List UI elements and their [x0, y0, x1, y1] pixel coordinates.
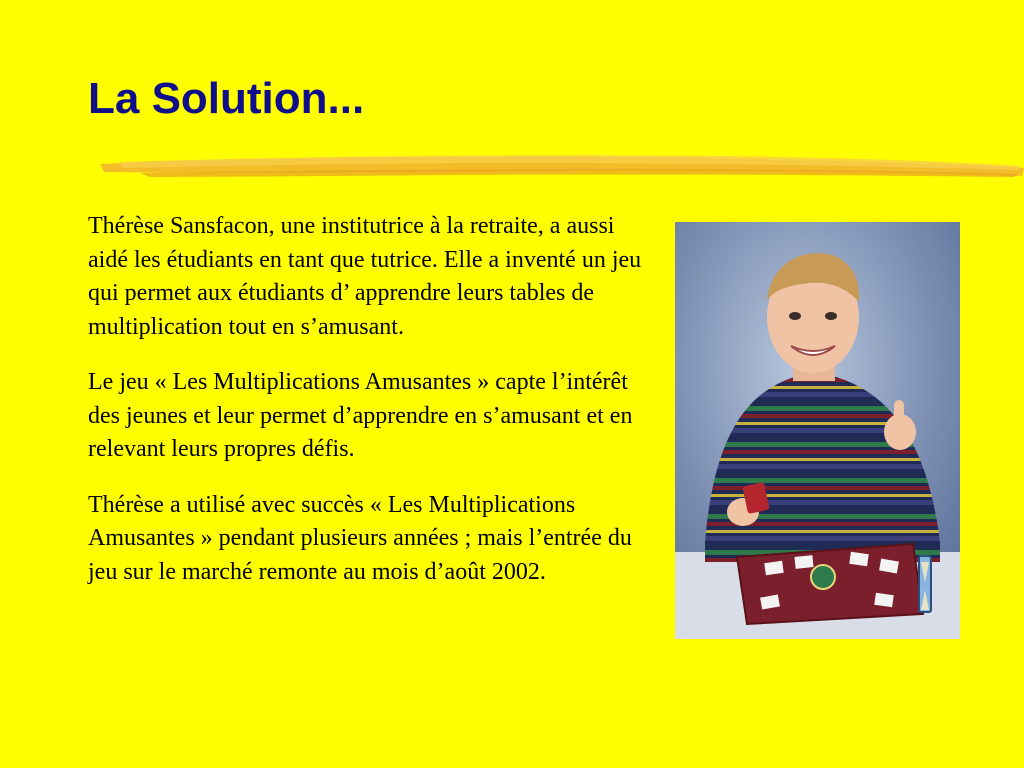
boy-with-board-game-photo: [675, 222, 960, 639]
slide-title: La Solution...: [88, 74, 365, 123]
paragraph-3: Thérèse a utilisé avec succès « Les Multiplications Amusantes » pendant plusieurs années ; mais l’entrée du jeu sur le marché remonte au mois d’août 2002.: [88, 491, 632, 585]
title-underline-brushstroke: [100, 148, 1024, 188]
paragraph-1: Thérèse Sansfacon, une institutrice à la retraite, a aussi aidé les étudiants en tant que tutrice. Elle a inventé un jeu qui permet aux étudiants d’ apprendre leurs tables de multiplication tout en s’amusant.: [88, 213, 642, 340]
paragraph-2: Le jeu « Les Multiplications Amusantes » capte l’intérêt des jeunes et leur permet d’apprendre en s’amusant et en relevant leurs propres défis.: [88, 369, 633, 462]
photo-illustration: [675, 222, 960, 639]
body-text: [88, 210, 658, 611]
